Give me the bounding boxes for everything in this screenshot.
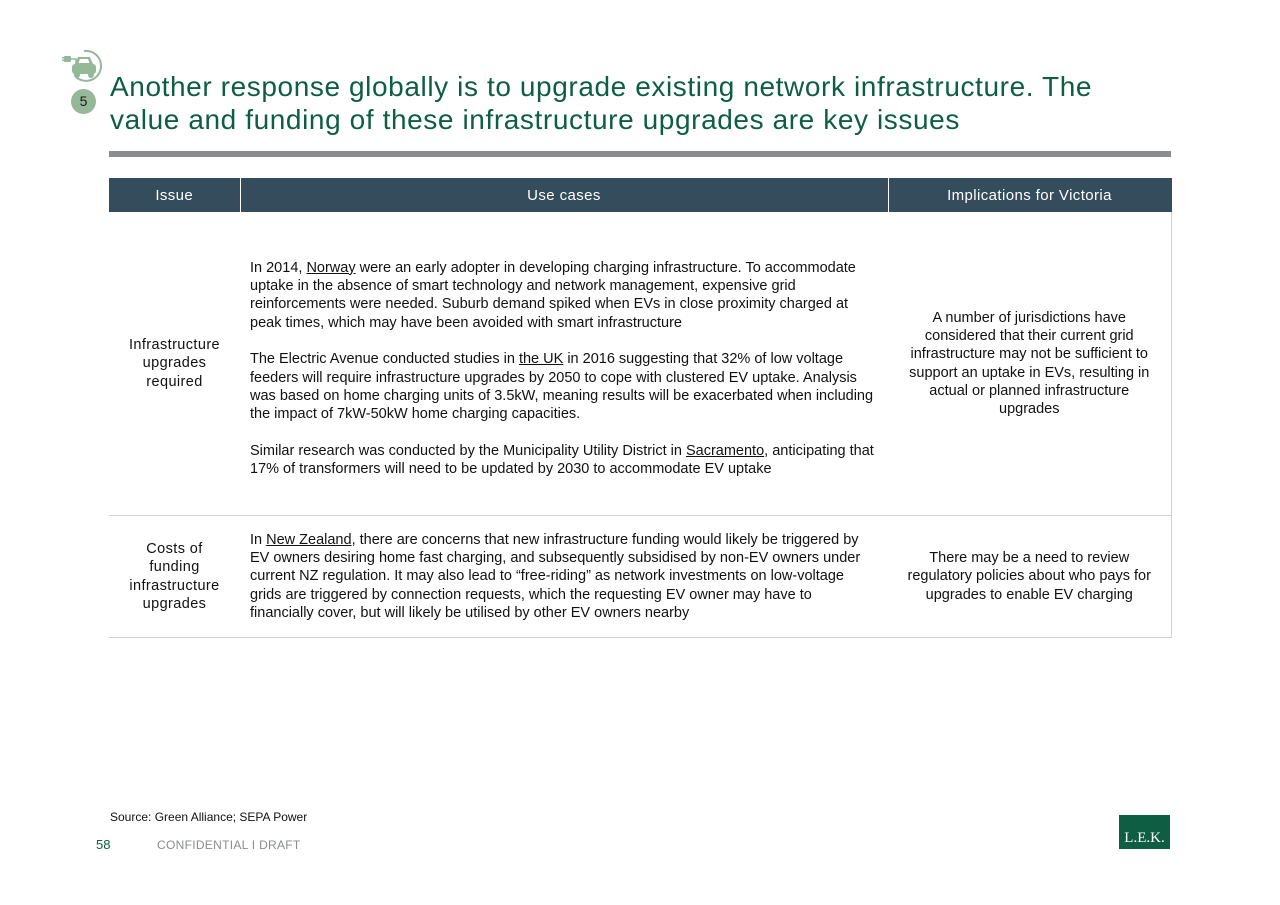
lek-logo: L.E.K. (1119, 815, 1170, 849)
issue-line: required (146, 373, 203, 390)
implications-cell: There may be a need to review regulatory policies about who pays for upgrades to enable EV charging (888, 516, 1171, 638)
step-badge: 5 (71, 89, 96, 114)
use-case-text: , anticipating that 17% of transformers will need to be updated by 2030 to accommodate EV uptake (250, 442, 874, 477)
issue-line: funding (149, 559, 200, 576)
use-case-sacramento (250, 442, 878, 479)
page-title (110, 70, 1175, 136)
use-case-text: , there are concerns that new infrastructure funding would likely be triggered by EV owners desiring home fast charging, and subsequently subsidised by non-EV owners under current NZ regulation. It may also lead to “free-riding” as network investments on low-voltage grids are triggered by connection requests, which the requesting EV owner may have to financially cover, but will likely be utilised by other EV owners nearby (250, 531, 861, 621)
norway-link[interactable]: Norway (306, 259, 356, 276)
title-line-1: Another response globally is to upgrade existing network infrastructure. The (110, 71, 1093, 102)
new-zealand-link[interactable]: New Zealand (266, 531, 352, 548)
table-header-row (109, 178, 1171, 212)
column-header-issue: Issue (109, 178, 240, 212)
use-case-text: in 2016 suggesting that 32% of low voltage feeders will require infrastructure upgrades by 2050 to cope with clustered EV uptake. Analysis was based on home charging units of 3.5kW, meaning results will be exacerbated when including the impact of 7kW-50kW home charging capacities. (250, 351, 874, 423)
use-case-new-zealand (250, 531, 878, 622)
issue-line: Costs of (146, 540, 203, 557)
issue-line: upgrades (142, 595, 207, 612)
use-cases-cell (240, 212, 888, 516)
table-row (109, 516, 1171, 638)
use-cases-cell (240, 516, 888, 638)
use-case-text: were an early adopter in developing charging infrastructure. To accommodate uptake in the absence of smart technology and network management, expensive grid reinforcements were needed. Suburb demand spiked when EVs in close proximity charged at peak times, which may have been avoided with smart infrastructure (250, 259, 856, 331)
use-case-uk (250, 350, 878, 423)
sacramento-link[interactable]: Sacramento (685, 442, 765, 459)
issue-cell (109, 516, 240, 638)
title-divider (109, 151, 1171, 157)
column-header-use-cases: Use cases (240, 178, 888, 212)
electric-car-plug-icon (62, 47, 104, 83)
issues-table (109, 178, 1172, 638)
issue-line: infrastructure (129, 577, 220, 594)
use-case-text: The Electric Avenue conducted studies in (250, 351, 519, 368)
confidential-label: CONFIDENTIAL I DRAFT (157, 838, 301, 852)
title-line-2: value and funding of these infrastructure upgrades are key issues (110, 104, 960, 135)
use-case-text: In (250, 531, 267, 548)
use-case-norway (250, 259, 878, 332)
issue-cell (109, 212, 240, 516)
column-header-implications: Implications for Victoria (888, 178, 1171, 212)
implications-cell: A number of jurisdictions have considered that their current grid infrastructure may not be sufficient to support an uptake in EVs, resulting in actual or planned infrastructure upgrades (888, 212, 1171, 516)
uk-link[interactable]: the UK (518, 351, 564, 368)
issue-line: Infrastructure (128, 337, 221, 354)
source-note: Source: Green Alliance; SEPA Power (110, 810, 308, 824)
use-case-text: In 2014, (250, 259, 307, 276)
table-row (109, 212, 1171, 516)
issue-line: upgrades (142, 355, 207, 372)
use-case-text: Similar research was conducted by the Municipality Utility District in (250, 442, 686, 459)
page-number: 58 (96, 837, 111, 852)
